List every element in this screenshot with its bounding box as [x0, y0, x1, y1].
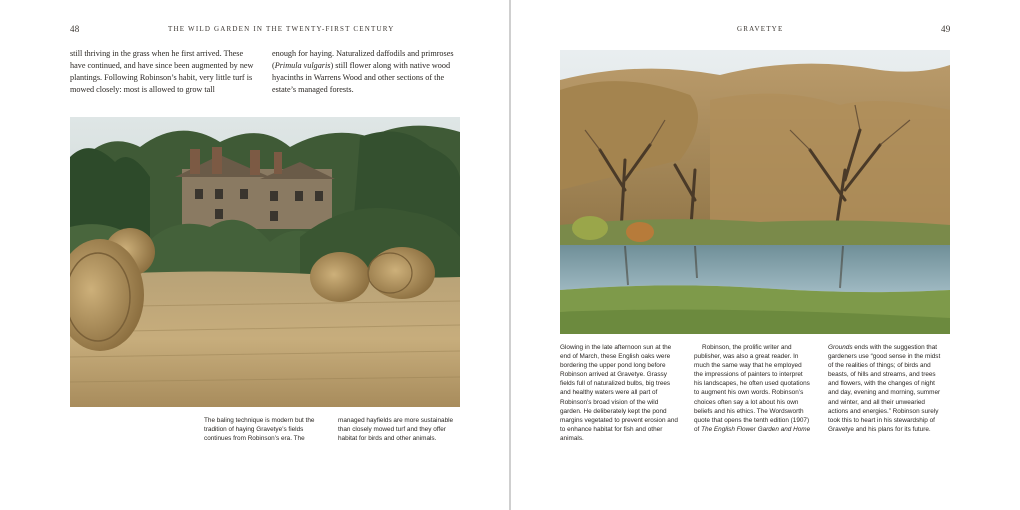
caption-text: managed hayfields are more sustainable than closely mowed turf and they offer habitat for birds and other animals.: [338, 417, 454, 443]
body-text-run: enough for haying. Naturalized daffodils and primroses (: [272, 49, 454, 71]
caption-text: [694, 343, 812, 434]
pond-oaks-illustration: [560, 50, 950, 334]
body-text-run: ) still flower along with native wood hyacinths in Warrens Wood and other sections of the estate’s managed forests.: [272, 61, 451, 95]
hay-bales-photo: [70, 117, 460, 407]
running-head-right: GRAVETYE: [737, 25, 784, 33]
caption-text-run: Robinson, the prolific writer and publisher, was also a great reader. In much the same way that he employed the impressions of painters to interpret his landscapes, he often used quotations to augment his own words. Robinson’s choices often say a lot about his own beliefs and his ethics. The Wordsworth quote that opens the tenth edition (1907) of: [694, 344, 810, 433]
italic-book-title: Grounds: [828, 344, 853, 351]
caption-text: The baling technique is modern but the tradition of haying Gravetye’s fields continues from Robinson’s era. The: [204, 417, 315, 443]
pond-oaks-photo: [560, 50, 950, 334]
photo-caption-column-1: [560, 343, 678, 443]
photo-caption-column-1: [204, 416, 328, 443]
caption-text-run: ends with the suggestion that gardeners use “good sense in the midst of the realities of things; of birds and beasts, of hills and streams, and trees and flowers, with the changes of night and day, evening and morning, summer and winter, and all their unwearied actions and energies.” Robinson surely took this to heart in his stewardship of Gravetye and his plans for its future.: [828, 344, 941, 433]
body-text-column-1: [70, 48, 258, 96]
sidebar-text-column-2: [694, 343, 812, 434]
hay-bales-illustration: [70, 117, 460, 407]
page-number-right: 49: [941, 24, 951, 34]
italic-species-name: Primula vulgaris: [274, 61, 331, 71]
page-number-left: 48: [70, 24, 80, 34]
caption-text: [828, 343, 946, 434]
italic-book-title: The English Flower Garden and Home: [701, 425, 811, 433]
body-paragraph: [272, 48, 460, 96]
body-text-column-2: [272, 48, 460, 96]
caption-text: Glowing in the late afternoon sun at the end of March, these English oaks were bordering the upper pond long before Robinson arrived at Gravetye. Grassy fields full of naturalized bulbs, big trees and healthy waters were all part of Robinson’s broad vision of the wild garden. He deliberately kept the pond margins vegetated to prevent erosion and to enhance habitat for fish and other animals.: [560, 344, 678, 442]
running-head-left: THE WILD GARDEN IN THE TWENTY-FIRST CENTURY: [168, 25, 395, 33]
body-paragraph: still thriving in the grass when he first arrived. These have continued, and have since been augmented by new plantings. Following Robinson’s habit, very little turf is mowed closely: most is allowed to grow tall: [70, 49, 254, 95]
photo-caption-column-2: [338, 416, 462, 443]
sidebar-text-column-3: [828, 343, 946, 434]
right-page: [511, 0, 1020, 510]
